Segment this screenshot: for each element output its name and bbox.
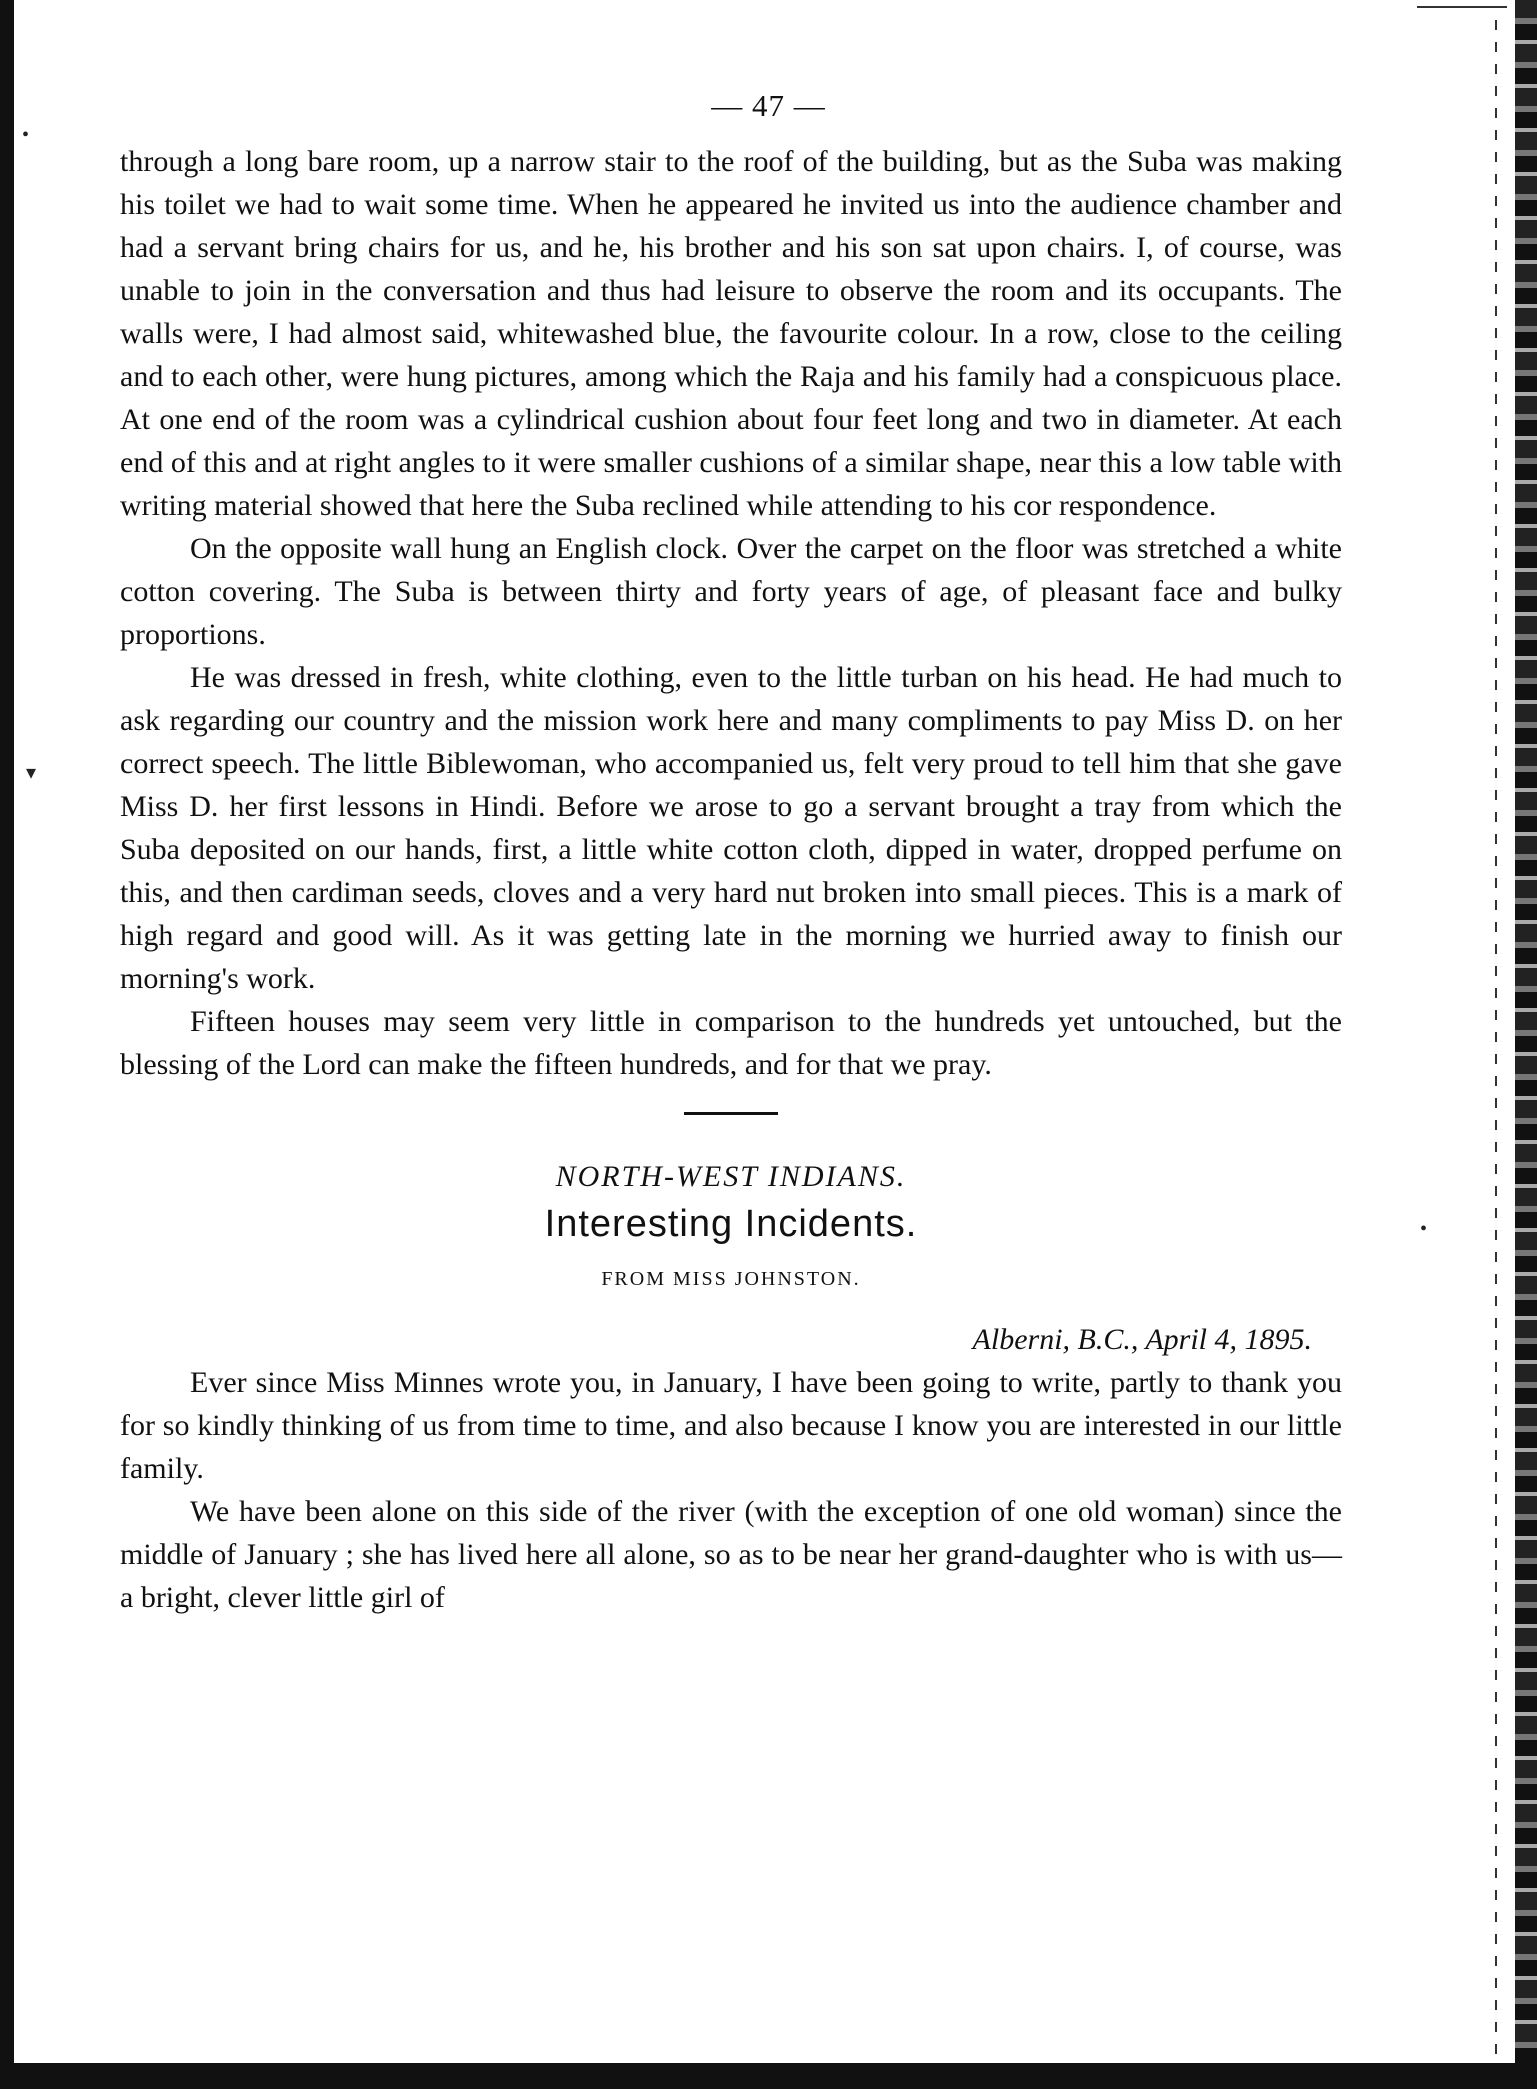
page-edge-shadow bbox=[1495, 20, 1497, 2060]
margin-dot-mark-right: • bbox=[1420, 1218, 1428, 1240]
section-title: Interesting Incidents. bbox=[544, 1203, 918, 1245]
section-heading: NORTH-WEST INDIANS. bbox=[555, 1160, 907, 1193]
margin-arrow-mark: ▾ bbox=[26, 762, 37, 784]
dateline: Alberni, B.C., April 4, 1895. bbox=[972, 1323, 1312, 1356]
top-rule bbox=[1417, 6, 1507, 8]
paragraph: We have been alone on this side of the river (with the exception of one old woman) since the middle of January ; she has lived here all alone, so as to be near her grand-daughter who is with us—a bright, clever little girl of bbox=[120, 1495, 1342, 1614]
paragraph: On the opposite wall hung an English clock. Over the carpet on the floor was stretched a white cotton covering. The Suba is between thirty and forty years of age, of pleasant face and bulky proportions. bbox=[120, 532, 1342, 651]
paragraph: He was dressed in fresh, white clothing, even to the little turban on his head. He had much to ask regarding our country and the mission work here and many compliments to pay Miss D. on her correct speech. The little Biblewoman, who accompanied us, felt very proud to tell him that she gave Miss D. her first lessons in Hindi. Before we arose to go a servant brought a tray from which the Suba deposited on our hands, first, a little white cotton cloth, dipped in water, dropped perfume on this, and then cardiman seeds, cloves and a very hard nut broken into small pieces. This is a mark of high regard and good will. As it was getting late in the morning we hurried away to finish our morning's work. bbox=[120, 661, 1342, 995]
paragraph: Fifteen houses may seem very little in comparison to the hundreds yet untouched, but the blessing of the Lord can make the fifteen hundreds, and for that we pray. bbox=[120, 1005, 1342, 1081]
paragraph-continued: through a long bare room, up a narrow stair to the roof of the building, but as the Suba was making his toilet we had to wait some time. When he appeared he invited us into the audience chamber and had a servant bring chairs for us, and he, his brother and his son sat upon chairs. I, of course, was unable to join in the conversation and thus had leisure to observe the room and its occupants. The walls were, I had almost said, whitewashed blue, the favourite colour. In a row, close to the ceiling and to each other, were hung pictures, among which the Raja and his family had a conspicuous place. At one end of the room was a cylindrical cushion about four feet long and two in diameter. At each end of this and at right angles to it were smaller cushions of a similar shape, near this a low table with writing material showed that here the Suba reclined while attending to his cor respondence. bbox=[120, 145, 1342, 522]
margin-dot-mark: • bbox=[22, 124, 30, 146]
section-divider bbox=[684, 1112, 778, 1115]
page-edge-right bbox=[1515, 0, 1537, 2089]
page-number: — 47 — bbox=[711, 88, 826, 123]
page-edge-left bbox=[0, 0, 14, 2089]
page-body bbox=[120, 140, 1342, 1619]
paragraph: Ever since Miss Minnes wrote you, in January, I have been going to write, partly to thank you for so kindly thinking of us from time to time, and also because I know you are interested in our little family. bbox=[120, 1366, 1342, 1485]
page-edge-bottom bbox=[0, 2063, 1537, 2089]
byline: FROM MISS JOHNSTON. bbox=[601, 1268, 861, 1290]
